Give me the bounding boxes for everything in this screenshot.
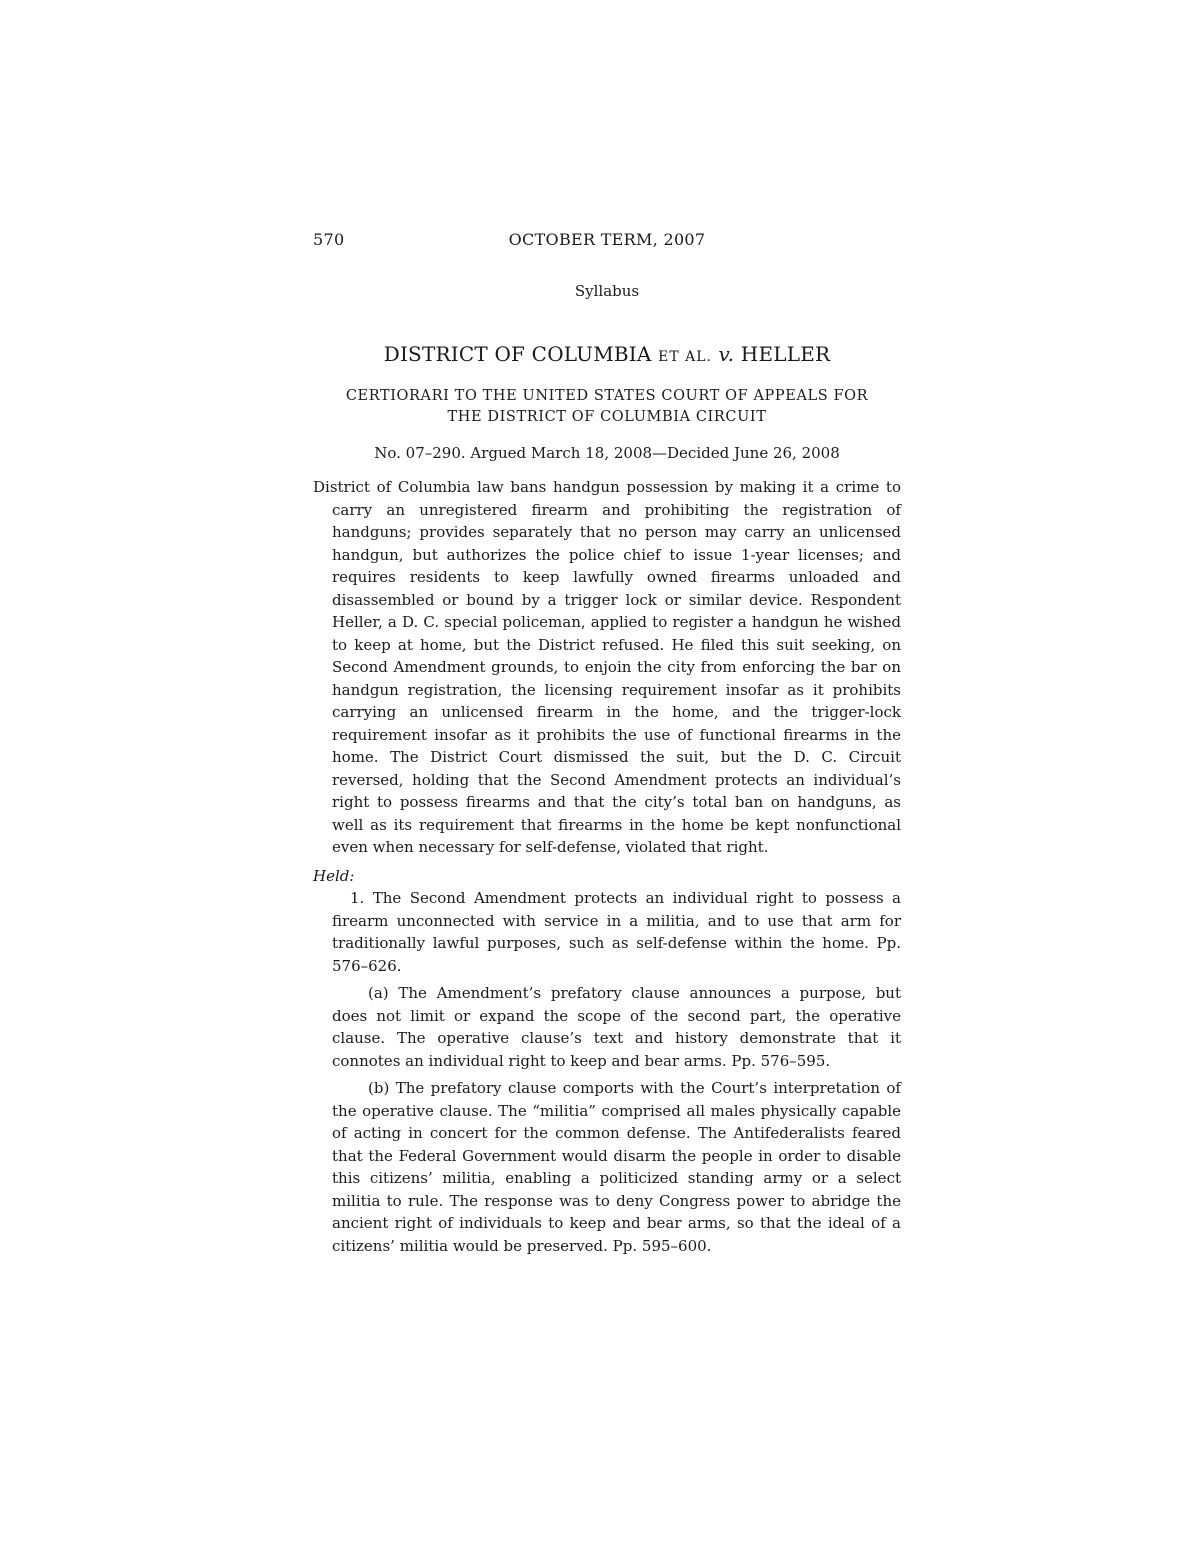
certiorari-heading: [313, 386, 901, 428]
term-heading: OCTOBER TERM, 2007: [508, 230, 706, 249]
page-number: 570: [313, 230, 345, 249]
certiorari-line-1: CERTIORARI TO THE UNITED STATES COURT OF APPEALS FOR: [345, 388, 869, 404]
held-label: Held:: [313, 866, 355, 885]
section-label: Syllabus: [574, 282, 640, 300]
certiorari-line-2: THE DISTRICT OF COLUMBIA CIRCUIT: [447, 409, 767, 425]
holding-point-b: (b) The prefatory clause comports with the Court’s interpretation of the operative clause. The “militia” comprised all males physically capable of acting in concert for the common defense. The Antifederalists feared that the Federal Government would disarm the people in order to disable this citizens’ militia, enabling a politicized standing army or a select militia to rule. The response was to deny Congress power to abridge the ancient right of individuals to keep and bear arms, so that the ideal of a citizens’ militia would be preserved. Pp. 595–600.: [332, 1079, 901, 1255]
case-title: [313, 342, 901, 366]
case-title-party2: HELLER: [740, 342, 831, 366]
document-page: [313, 230, 901, 1257]
holding-point-a: (a) The Amendment’s prefatory clause announces a purpose, but does not limit or expand the scope of the second part, the operative clause. The operative clause’s text and history demonstrate that it connotes an individual right to keep and bear arms. Pp. 576–595.: [332, 984, 901, 1070]
holding-point-1: 1. The Second Amendment protects an individual right to possess a firearm unconnected with service in a militia, and to use that arm for traditionally lawful purposes, such as self-defense within the home. Pp. 576–626.: [332, 889, 901, 975]
case-title-party1: DISTRICT OF COLUMBIA: [383, 342, 659, 366]
running-head: [313, 230, 901, 254]
docket-line: No. 07–290. Argued March 18, 2008—Decided June 26, 2008: [374, 444, 840, 462]
summary-paragraph: District of Columbia law bans handgun possession by making it a crime to carry an unregistered firearm and prohibiting the registration of handguns; provides separately that no person may carry an unlicensed handgun, but authorizes the police chief to issue 1-year licenses; and requires residents to keep lawfully owned firearms unloaded and disassembled or bound by a trigger lock or similar device. Respondent Heller, a D. C. special policeman, applied to register a handgun he wished to keep at home, but the District refused. He filed this suit seeking, on Second Amendment grounds, to enjoin the city from enforcing the bar on handgun registration, the licensing requirement insofar as it prohibits carrying an unlicensed firearm in the home, and the trigger-lock requirement insofar as it prohibits the use of functional firearms in the home. The District Court dismissed the suit, but the D. C. Circuit reversed, holding that the Second Amendment protects an individual’s right to possess firearms and that the city’s total ban on handguns, as well as its requirement that firearms in the home be kept nonfunctional even when necessary for self-defense, violated that right.: [313, 478, 901, 856]
case-title-versus: v.: [718, 342, 735, 366]
case-title-et-al: ET AL.: [658, 349, 712, 365]
